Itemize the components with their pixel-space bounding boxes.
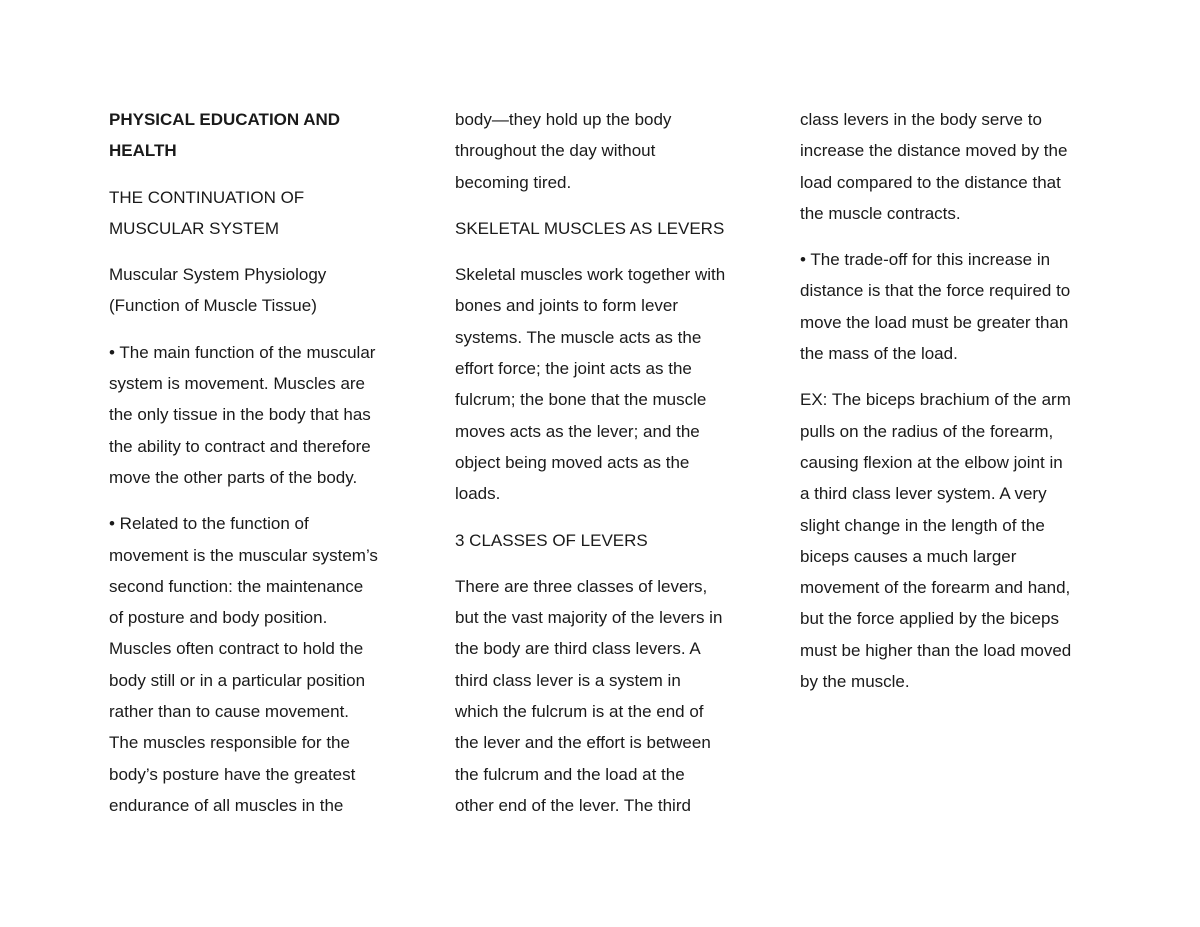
paragraph: body—they hold up the body throughout the day without becoming tired. xyxy=(455,110,672,192)
section-heading: SKELETAL MUSCLES AS LEVERS xyxy=(455,218,725,238)
paragraph: class levers in the body serve to increase the distance moved by the load compared to the distance that the muscle contracts. xyxy=(800,110,1068,223)
paragraph: • The trade-off for this increase in distance is that the force required to move the load must be greater than the mass of the load. xyxy=(800,250,1071,364)
section-heading: 3 CLASSES OF LEVERS xyxy=(455,530,648,550)
text-column-2 xyxy=(455,104,755,836)
document-title: PHYSICAL EDUCATION AND HEALTH xyxy=(109,110,341,161)
paragraph: • The main function of the muscular system is movement. Muscles are the only tissue in the body that has the ability to contract and therefore move the other parts of the body. xyxy=(109,342,376,487)
subsection-heading: Muscular System Physiology (Function of Muscle Tissue) xyxy=(109,265,327,316)
paragraph: EX: The biceps brachium of the arm pulls on the radius of the forearm, causing flexion at the elbow joint in a third class lever system. A very slight change in the length of the biceps causes a much larger movement of the forearm and hand, but the force applied by the biceps must be higher than the load moved by the muscle. xyxy=(800,390,1072,692)
text-column-1 xyxy=(109,104,409,836)
text-column-3 xyxy=(800,104,1100,712)
paragraph: • Related to the function of movement is the muscular system’s second function: the maintenance of posture and body position. Muscles often contract to hold the body still or in a particular position rather than to cause movement. The muscles responsible for the body’s posture have the greatest endurance of all muscles in the xyxy=(109,514,378,815)
paragraph: There are three classes of levers, but the vast majority of the levers in the body are third class levers. A third class lever is a system in which the fulcrum is at the end of the lever and the effort is between the fulcrum and the load at the other end of the lever. The third xyxy=(455,576,723,815)
paragraph: Skeletal muscles work together with bones and joints to form lever systems. The muscle acts as the effort force; the joint acts as the fulcrum; the bone that the muscle moves acts as the lever; and the object being moved acts as the loads. xyxy=(455,265,726,504)
section-heading: THE CONTINUATION OF MUSCULAR SYSTEM xyxy=(109,187,305,238)
